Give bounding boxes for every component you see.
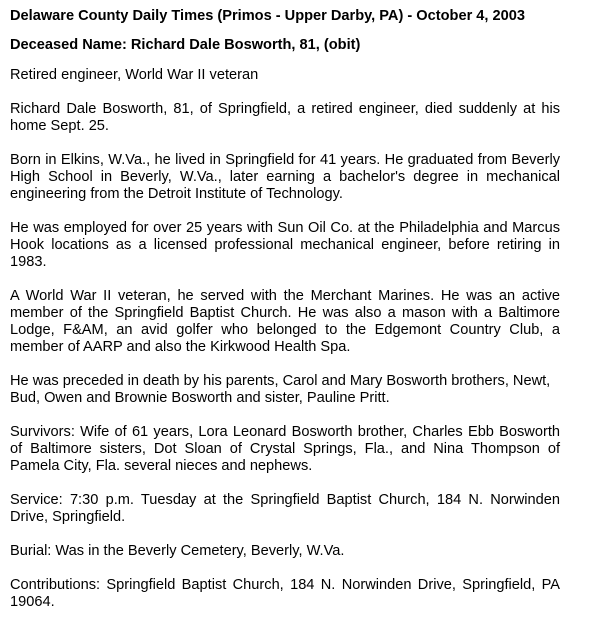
- paragraph-burial: Burial: Was in the Beverly Cemetery, Beverly, W.Va.: [10, 543, 345, 559]
- paragraph-career: He was employed for over 25 years with Sun Oil Co. at the Philadelphia and Marcus Hook locations as a licensed professional mechanical engineer, before retiring in 1983.: [10, 220, 560, 270]
- article-subtitle: Retired engineer, World War II veteran: [10, 67, 259, 83]
- paragraph-preceded-in-death: He was preceded in death by his parents, Carol and Mary Bosworth brothers, Newt, Bud, Owen and Brownie Bosworth and sister, Pauline Pritt.: [10, 373, 551, 406]
- paragraph-funeral-service: Service: 7:30 p.m. Tuesday at the Springfield Baptist Church, 184 N. Norwinden Drive, Springfield.: [10, 492, 560, 525]
- deceased-name-heading: Deceased Name: Richard Dale Bosworth, 81, (obit): [10, 37, 361, 53]
- paragraph-service-and-memberships: A World War II veteran, he served with the Merchant Marines. He was an active member of the Springfield Baptist Church. He was also a mason with a Baltimore Lodge, F&AM, an avid golfer who belonged to the Edgemont Country Club, a member of AARP and also the Kirkwood Health Spa.: [10, 288, 560, 355]
- paragraph-background: Born in Elkins, W.Va., he lived in Springfield for 41 years. He graduated from Beverly High School in Beverly, W.Va., later earning a bachelor's degree in mechanical engineering from the Detroit Institute of Technology.: [10, 152, 560, 202]
- paragraph-survivors: Survivors: Wife of 61 years, Lora Leonard Bosworth brother, Charles Ebb Bosworth of Baltimore sisters, Dot Sloan of Crystal Springs, Fla., and Nina Thompson of Pamela City, Fla. several nieces and nephews.: [10, 424, 560, 474]
- paragraph-death-notice: Richard Dale Bosworth, 81, of Springfield, a retired engineer, died suddenly at his home Sept. 25.: [10, 101, 560, 134]
- paragraph-contributions: Contributions: Springfield Baptist Church, 184 N. Norwinden Drive, Springfield, PA 19064.: [10, 577, 560, 610]
- obituary-document: [10, 8, 560, 628]
- source-heading: Delaware County Daily Times (Primos - Upper Darby, PA) - October 4, 2003: [10, 8, 525, 24]
